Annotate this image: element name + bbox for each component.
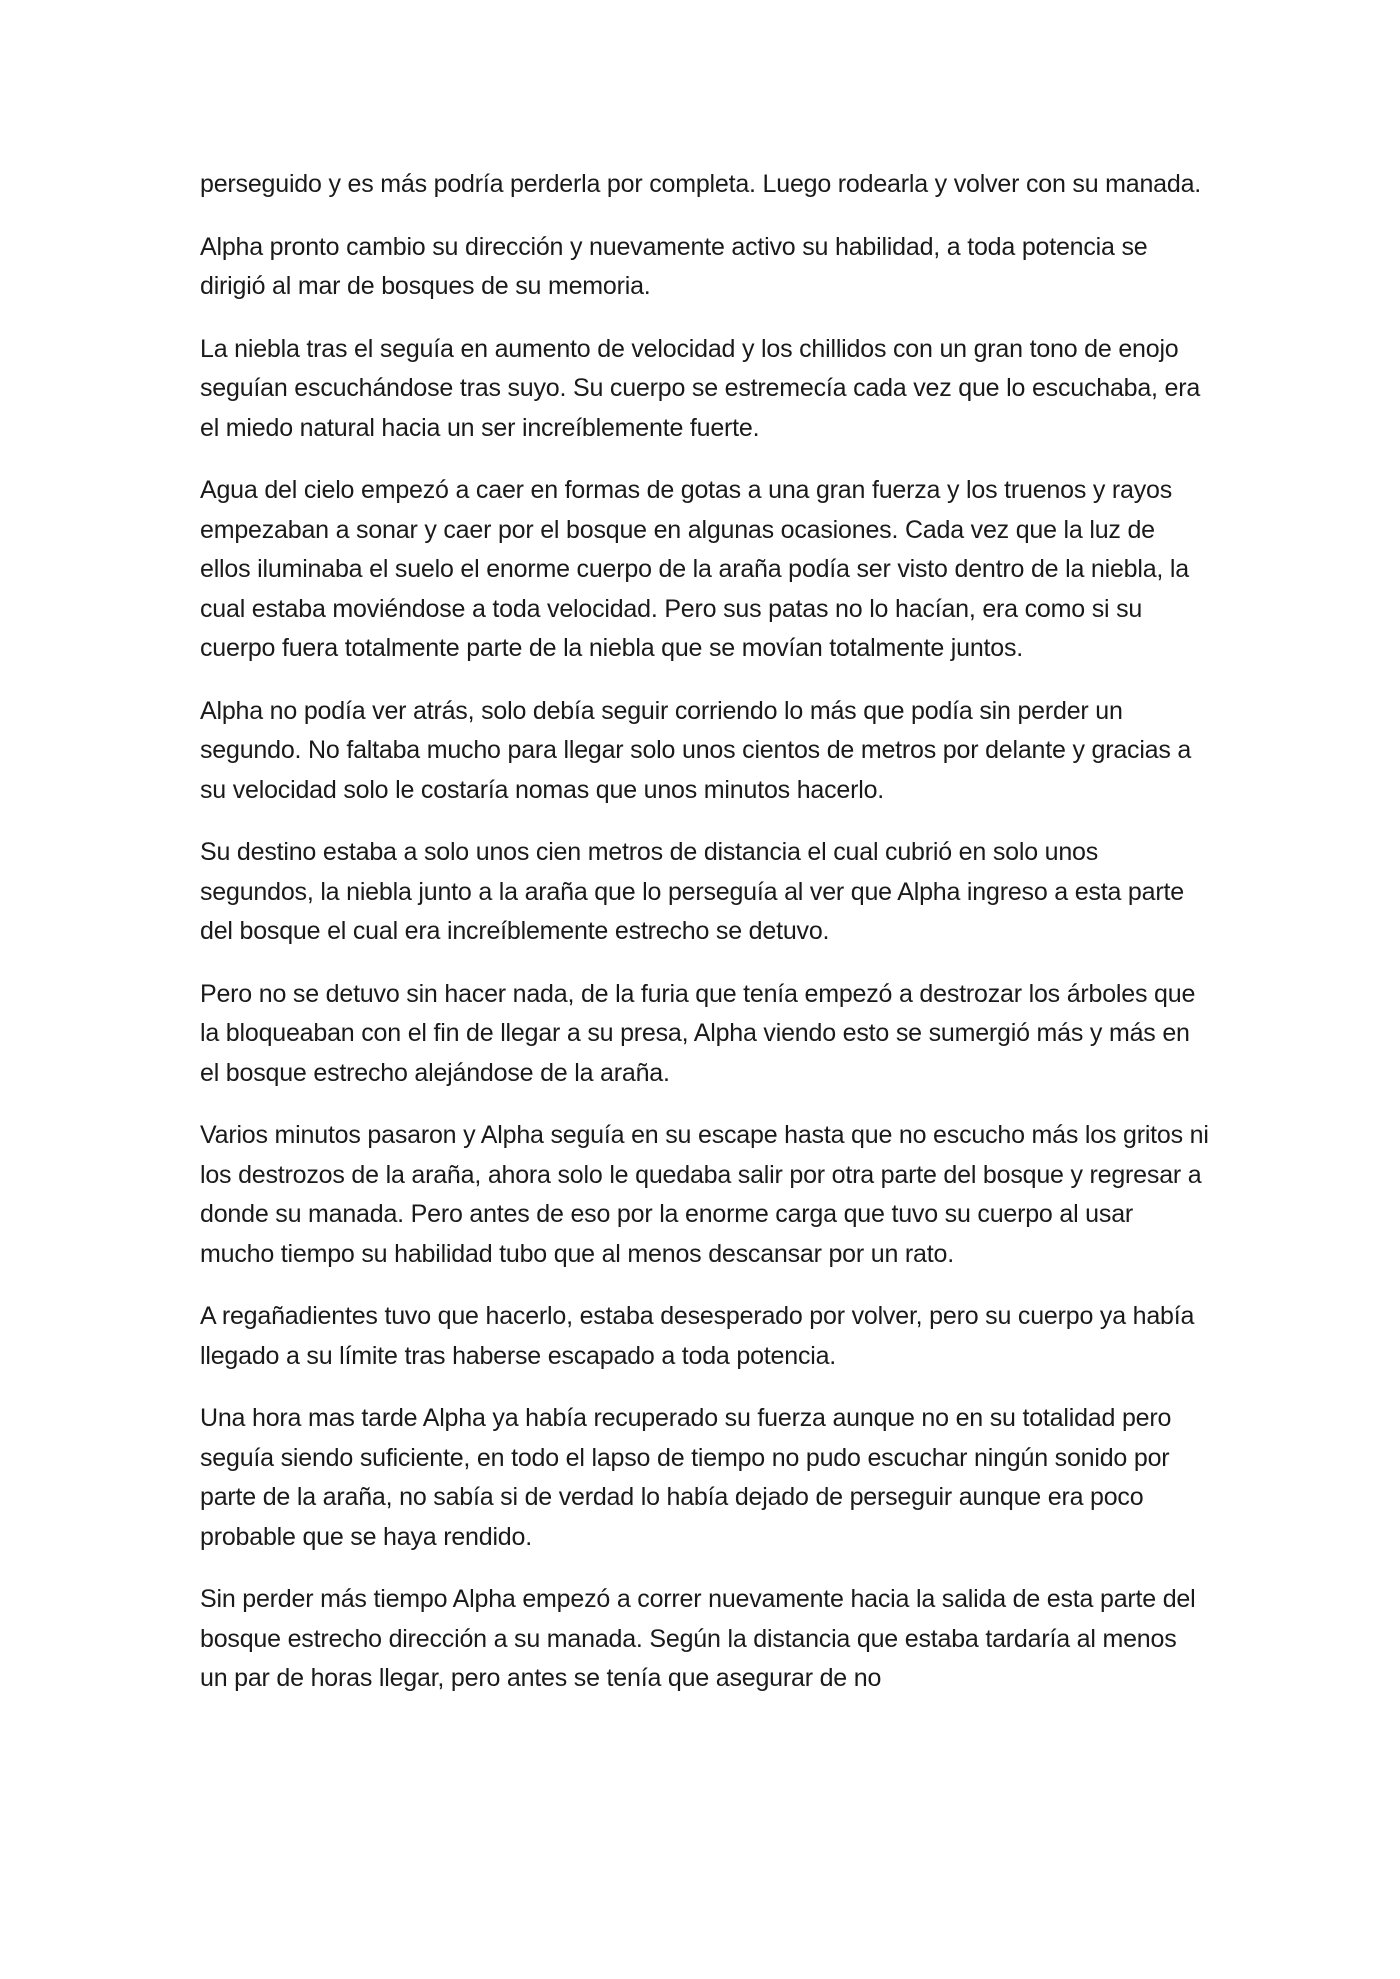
paragraph: La niebla tras el seguía en aumento de velocidad y los chillidos con un gran tono de enojo seguían escuchándose tras suyo. Su cuerpo se estremecía cada vez que lo escuchaba, era el miedo natural hacia un ser increíblemente fuerte. xyxy=(200,334,1201,442)
paragraph: Una hora mas tarde Alpha ya había recuperado su fuerza aunque no en su totalidad pero seguía siendo suficiente, en todo el lapso de tiempo no pudo escuchar ningún sonido por parte de la araña, no sabía si de verdad lo había dejado de perseguir aunque era poco probable que se haya rendido. xyxy=(200,1404,1172,1551)
paragraph: Agua del cielo empezó a caer en formas de gotas a una gran fuerza y los truenos y rayos empezaban a sonar y caer por el bosque en algunas ocasiones. Cada vez que la luz de ellos iluminaba el suelo el enorme cuerpo de la araña podía ser visto dentro de la niebla, la cual estaba moviéndose a toda velocidad. Pero sus patas no lo hacían, era como si su cuerpo fuera totalmente parte de la niebla que se movían totalmente juntos. xyxy=(200,476,1189,662)
paragraph: A regañadientes tuvo que hacerlo, estaba desesperado por volver, pero su cuerpo ya había llegado a su límite tras haberse escapado a toda potencia. xyxy=(200,1302,1195,1370)
paragraph: Sin perder más tiempo Alpha empezó a correr nuevamente hacia la salida de esta parte del bosque estrecho dirección a su manada. Según la distancia que estaba tardaría al menos un par de horas llegar, pero antes se tenía que asegurar de no xyxy=(200,1585,1196,1692)
paragraph: Su destino estaba a solo unos cien metros de distancia el cual cubrió en solo unos segundos, la niebla junto a la araña que lo perseguía al ver que Alpha ingreso a esta parte del bosque el cual era increíblemente estrecho se detuvo. xyxy=(200,838,1184,945)
paragraph: Alpha pronto cambio su dirección y nuevamente activo su habilidad, a toda potencia se dirigió al mar de bosques de su memoria. xyxy=(200,232,1148,300)
paragraph: Alpha no podía ver atrás, solo debía seguir corriendo lo más que podía sin perder un segundo. No faltaba mucho para llegar solo unos cientos de metros por delante y gracias a su velocidad solo le costaría nomas que unos minutos hacerlo. xyxy=(200,696,1192,804)
paragraph: perseguido y es más podría perderla por completa. Luego rodearla y volver con su manada. xyxy=(200,170,1202,198)
document-body xyxy=(200,165,1210,1722)
paragraph: Pero no se detuvo sin hacer nada, de la furia que tenía empezó a destrozar los árboles que la bloqueaban con el fin de llegar a su presa, Alpha viendo esto se sumergió más y más en el bosque estrecho alejándose de la araña. xyxy=(200,979,1196,1087)
paragraph: Varios minutos pasaron y Alpha seguía en su escape hasta que no escucho más los gritos ni los destrozos de la araña, ahora solo le quedaba salir por otra parte del bosque y regresar a donde su manada. Pero antes de eso por la enorme carga que tuvo su cuerpo al usar mucho tiempo su habilidad tubo que al menos descansar por un rato. xyxy=(200,1121,1209,1268)
